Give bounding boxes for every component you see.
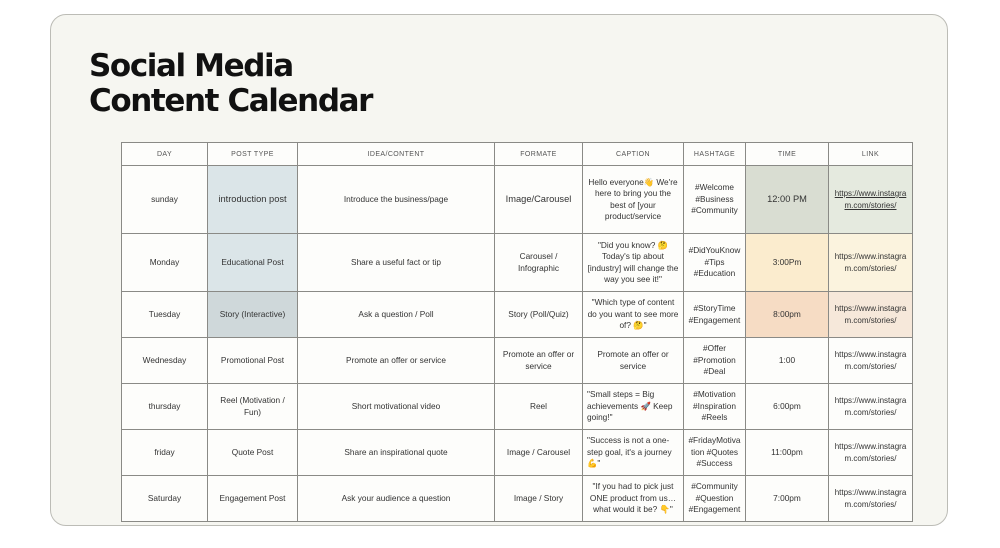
idea-cell: Introduce the business/page: [298, 166, 495, 234]
table-row: [122, 234, 913, 292]
post-type-cell: introduction post: [208, 166, 298, 234]
link-text[interactable]: https://www.instagram.com/stories/: [834, 488, 907, 509]
idea-cell: Share an inspirational quote: [298, 430, 495, 476]
hashtag-cell: #Welcome #Business #Community: [684, 166, 746, 234]
title-line-1: Social Media: [89, 48, 293, 84]
day-cell: Wednesday: [122, 338, 208, 384]
table-header-row: [122, 143, 913, 166]
column-header-time: TIME: [746, 143, 829, 166]
time-cell: 6:00pm: [746, 384, 829, 430]
format-cell: Story (Poll/Quiz): [495, 292, 583, 338]
table-row: [122, 384, 913, 430]
link-text[interactable]: https://www.instagram.com/stories/: [834, 189, 907, 210]
link-cell[interactable]: [829, 384, 913, 430]
link-text[interactable]: https://www.instagram.com/stories/: [834, 304, 907, 325]
link-cell[interactable]: [829, 338, 913, 384]
column-header-hashtage: HASHTAGE: [684, 143, 746, 166]
hashtag-cell: #DidYouKnow #Tips #Education: [684, 234, 746, 292]
table-row: [122, 430, 913, 476]
caption-cell: Hello everyone👋 We're here to bring you the best of [your product/service: [583, 166, 684, 234]
calendar-card: [50, 14, 948, 526]
table-row: [122, 292, 913, 338]
hashtag-cell: #Offer #Promotion #Deal: [684, 338, 746, 384]
time-cell: 1:00: [746, 338, 829, 384]
format-cell: Promote an offer or service: [495, 338, 583, 384]
post-type-cell: Engagement Post: [208, 476, 298, 522]
idea-cell: Ask your audience a question: [298, 476, 495, 522]
link-cell[interactable]: [829, 476, 913, 522]
caption-cell: "Did you know? 🤔 Today's tip about [industry] will change the way you see it!": [583, 234, 684, 292]
column-header-idea-content: IDEA/CONTENT: [298, 143, 495, 166]
caption-cell: Promote an offer or service: [583, 338, 684, 384]
idea-cell: Ask a question / Poll: [298, 292, 495, 338]
post-type-cell: Reel (Motivation / Fun): [208, 384, 298, 430]
caption-cell: "Which type of content do you want to see more of? 🤔": [583, 292, 684, 338]
day-cell: Saturday: [122, 476, 208, 522]
hashtag-cell: #FridayMotivation #Quotes #Success: [684, 430, 746, 476]
post-type-cell: Educational Post: [208, 234, 298, 292]
table-row: [122, 338, 913, 384]
content-calendar-table: [121, 142, 913, 522]
idea-cell: Promote an offer or service: [298, 338, 495, 384]
time-cell: 7:00pm: [746, 476, 829, 522]
column-header-link: LINK: [829, 143, 913, 166]
column-header-caption: CAPTION: [583, 143, 684, 166]
link-text[interactable]: https://www.instagram.com/stories/: [834, 350, 907, 371]
caption-cell: "Small steps = Big achievements 🚀 Keep going!": [583, 384, 684, 430]
day-cell: friday: [122, 430, 208, 476]
format-cell: Image / Carousel: [495, 430, 583, 476]
table-row: [122, 476, 913, 522]
link-cell[interactable]: [829, 292, 913, 338]
hashtag-cell: #Motivation #Inspiration #Reels: [684, 384, 746, 430]
caption-cell: "Success is not a one-step goal, it's a journey 💪": [583, 430, 684, 476]
day-cell: Tuesday: [122, 292, 208, 338]
table-row: [122, 166, 913, 234]
time-cell: 8:00pm: [746, 292, 829, 338]
post-type-cell: Story (Interactive): [208, 292, 298, 338]
link-text[interactable]: https://www.instagram.com/stories/: [834, 442, 907, 463]
post-type-cell: Quote Post: [208, 430, 298, 476]
time-cell: 12:00 PM: [746, 166, 829, 234]
post-type-cell: Promotional Post: [208, 338, 298, 384]
link-text[interactable]: https://www.instagram.com/stories/: [834, 252, 907, 273]
time-cell: 3:00Pm: [746, 234, 829, 292]
day-cell: thursday: [122, 384, 208, 430]
hashtag-cell: #Community #Question #Engagement: [684, 476, 746, 522]
link-cell[interactable]: [829, 166, 913, 234]
day-cell: sunday: [122, 166, 208, 234]
caption-cell: "If you had to pick just ONE product from us… what would it be? 👇": [583, 476, 684, 522]
time-cell: 11:00pm: [746, 430, 829, 476]
title-line-2: Content Calendar: [89, 83, 373, 119]
page-title: [89, 49, 372, 119]
column-header-day: DAY: [122, 143, 208, 166]
link-text[interactable]: https://www.instagram.com/stories/: [834, 396, 907, 417]
day-cell: Monday: [122, 234, 208, 292]
format-cell: Carousel / Infographic: [495, 234, 583, 292]
idea-cell: Share a useful fact or tip: [298, 234, 495, 292]
link-cell[interactable]: [829, 234, 913, 292]
format-cell: Reel: [495, 384, 583, 430]
idea-cell: Short motivational video: [298, 384, 495, 430]
hashtag-cell: #StoryTime #Engagement: [684, 292, 746, 338]
column-header-post-type: POST TYPE: [208, 143, 298, 166]
format-cell: Image/Carousel: [495, 166, 583, 234]
column-header-formate: FORMATE: [495, 143, 583, 166]
format-cell: Image / Story: [495, 476, 583, 522]
link-cell[interactable]: [829, 430, 913, 476]
